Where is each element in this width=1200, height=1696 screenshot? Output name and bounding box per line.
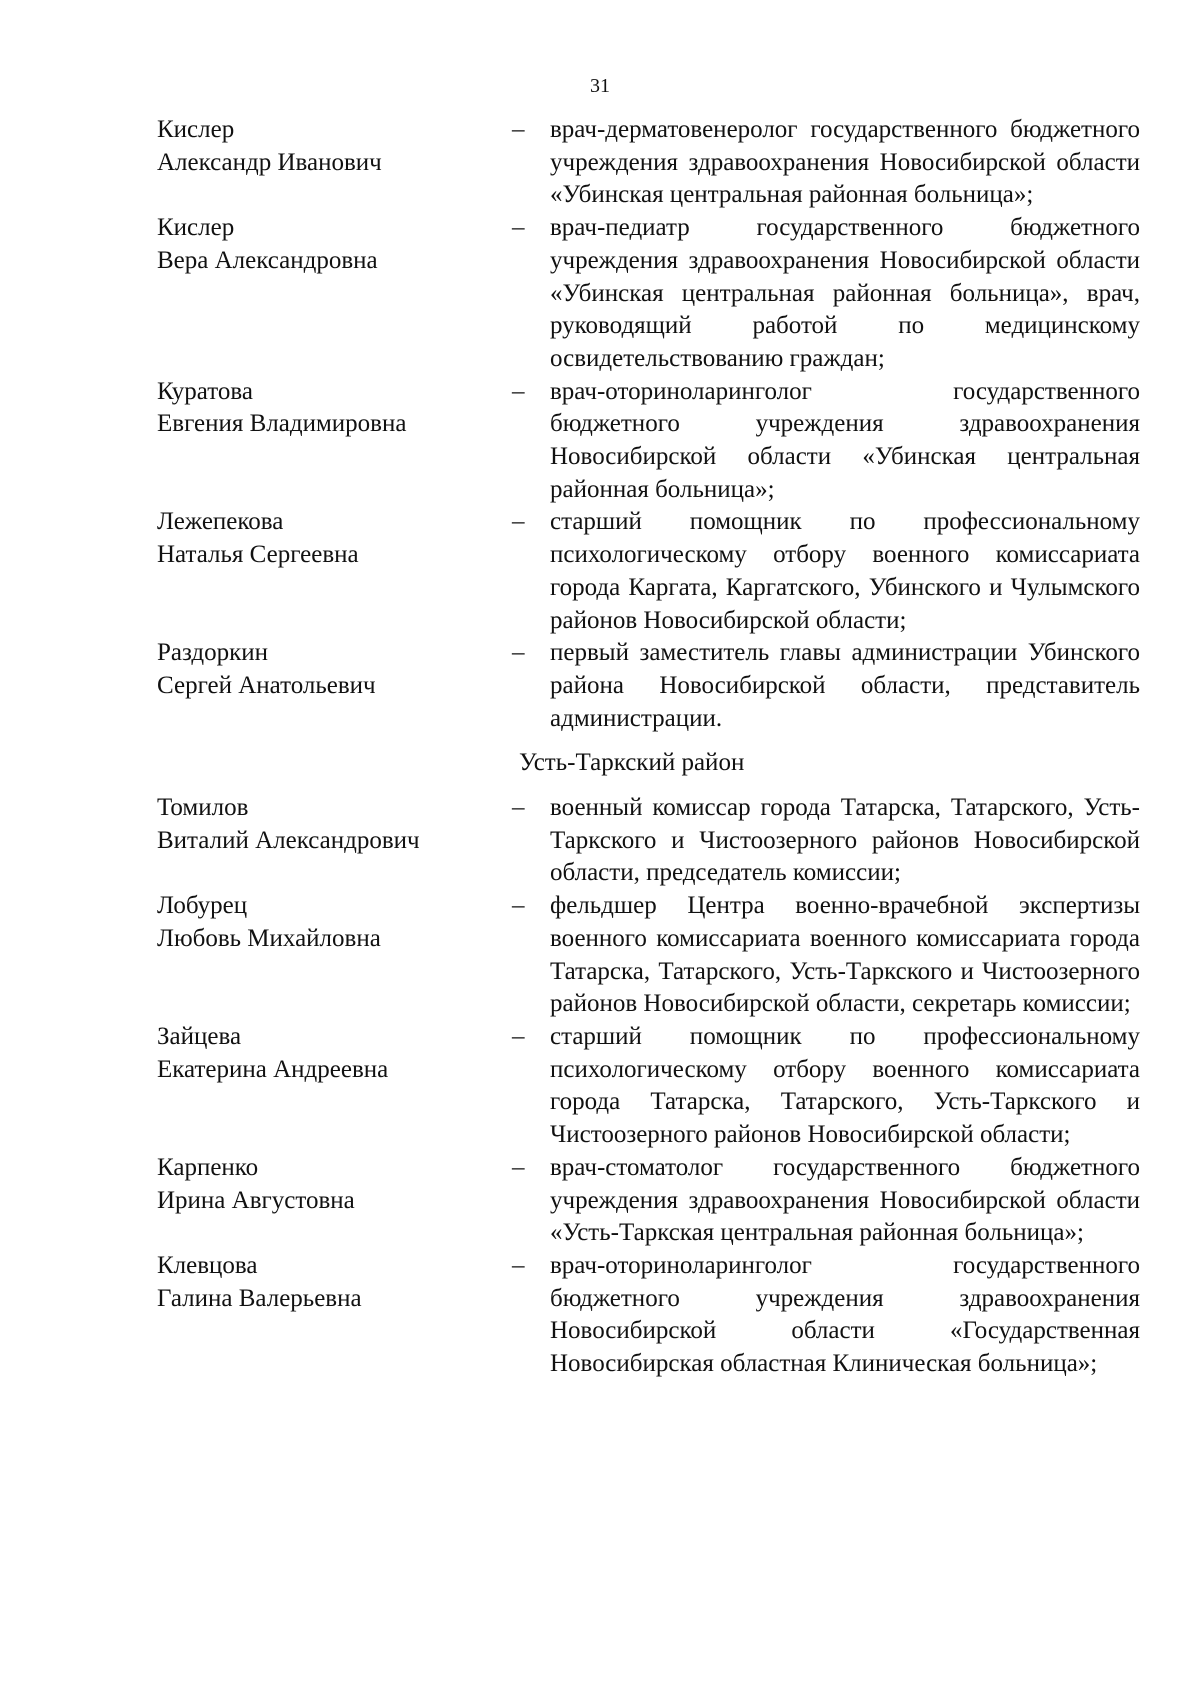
- member-role: врач-педиатр государственного бюджетного учреждения здравоохранения Новосибирской области «Убинская центральная районная больница», врач, руководящий работой по медицинскому освидетельствованию граждан;: [550, 214, 1140, 372]
- member-entry: [157, 212, 1140, 376]
- entry-dash: –: [512, 1022, 525, 1050]
- member-given-name: Сергей Анатольевич: [157, 671, 376, 699]
- member-given-name: Галина Валерьевна: [157, 1284, 362, 1312]
- member-surname: Кислер: [157, 116, 235, 143]
- member-surname: Клевцова: [157, 1251, 258, 1279]
- page-number: 31: [590, 75, 610, 97]
- member-surname: Куратова: [157, 377, 253, 405]
- member-name: [157, 1250, 512, 1315]
- member-surname: Томилов: [157, 794, 249, 822]
- member-name: [157, 212, 512, 277]
- member-entry: [157, 1152, 1140, 1250]
- member-surname: Лежепекова: [157, 508, 284, 536]
- entry-dash: –: [512, 116, 525, 143]
- member-given-name: Евгения Владимировна: [157, 410, 407, 438]
- member-surname: Зайцева: [157, 1022, 242, 1050]
- member-given-name: Вера Александровна: [157, 246, 378, 274]
- member-entry: [157, 114, 1140, 212]
- entry-dash: –: [512, 639, 525, 667]
- member-given-name: Александр Иванович: [157, 148, 382, 176]
- member-given-name: Наталья Сергеевна: [157, 541, 359, 569]
- member-given-name: Любовь Михайловна: [157, 924, 381, 952]
- entry-dash: –: [512, 508, 525, 536]
- member-surname: Лобурец: [157, 892, 248, 920]
- member-role: врач-оториноларинголог государственного бюджетного учреждения здравоохранения Новосибирской области «Убинская центральная районная больница»;: [550, 377, 1140, 503]
- member-name: [157, 376, 512, 441]
- member-surname: Карпенко: [157, 1153, 259, 1181]
- member-entry: [157, 376, 1140, 507]
- member-entry: [157, 637, 1140, 735]
- member-role: старший помощник по профессиональному психологическому отбору военного комиссариата города Каргата, Каргатского, Убинского и Чулымского районов Новосибирской области;: [550, 508, 1140, 634]
- entry-dash: –: [512, 214, 525, 242]
- member-name: [157, 1021, 512, 1086]
- member-entry: [157, 1250, 1140, 1381]
- entry-dash: –: [512, 1153, 525, 1181]
- member-given-name: Ирина Августовна: [157, 1186, 355, 1214]
- member-name: [157, 890, 512, 955]
- member-entry: [157, 890, 1140, 1021]
- member-entry: [157, 506, 1140, 637]
- member-name: [157, 792, 512, 857]
- member-given-name: Екатерина Андреевна: [157, 1055, 389, 1083]
- entry-dash: –: [512, 1251, 525, 1279]
- entry-dash: –: [512, 377, 525, 405]
- member-role: врач-дерматовенеролог государственного бюджетного учреждения здравоохранения Новосибирской области «Убинская центральная районная больница»;: [550, 116, 1140, 209]
- section-title-district: Усть-Таркский район: [519, 749, 745, 777]
- member-name: [157, 1152, 512, 1217]
- entry-dash: –: [512, 794, 525, 822]
- member-entry: [157, 1021, 1140, 1152]
- entry-dash: –: [512, 892, 525, 920]
- member-role: врач-стоматолог государственного бюджетного учреждения здравоохранения Новосибирской области «Усть-Таркская центральная районная больница»;: [550, 1153, 1140, 1247]
- member-role: военный комиссар города Татарска, Татарского, Усть-Таркского и Чистоозерного районов Новосибирской области, председатель комиссии;: [550, 794, 1140, 887]
- member-surname: Раздоркин: [157, 639, 269, 667]
- member-entry: [157, 792, 1140, 890]
- member-name: [157, 506, 512, 571]
- member-role: старший помощник по профессиональному психологическому отбору военного комиссариата города Татарска, Татарского, Усть-Таркского и Чистоозерного районов Новосибирской области;: [550, 1022, 1140, 1149]
- commission-member-list: [157, 114, 1140, 1381]
- member-given-name: Виталий Александрович: [157, 826, 420, 854]
- member-surname: Кислер: [157, 214, 235, 242]
- member-name: [157, 114, 512, 179]
- member-role: фельдшер Центра военно-врачебной экспертизы военного комиссариата военного комиссариата города Татарска, Татарского, Усть-Таркского и Чистоозерного районов Новосибирской области, секретарь комиссии;: [550, 892, 1140, 1018]
- member-role: первый заместитель главы администрации Убинского района Новосибирской области, представитель администрации.: [550, 639, 1140, 732]
- member-role: врач-оториноларинголог государственного бюджетного учреждения здравоохранения Новосибирской области «Государственная Новосибирская областная Клиническая больница»;: [550, 1251, 1140, 1378]
- member-name: [157, 637, 512, 702]
